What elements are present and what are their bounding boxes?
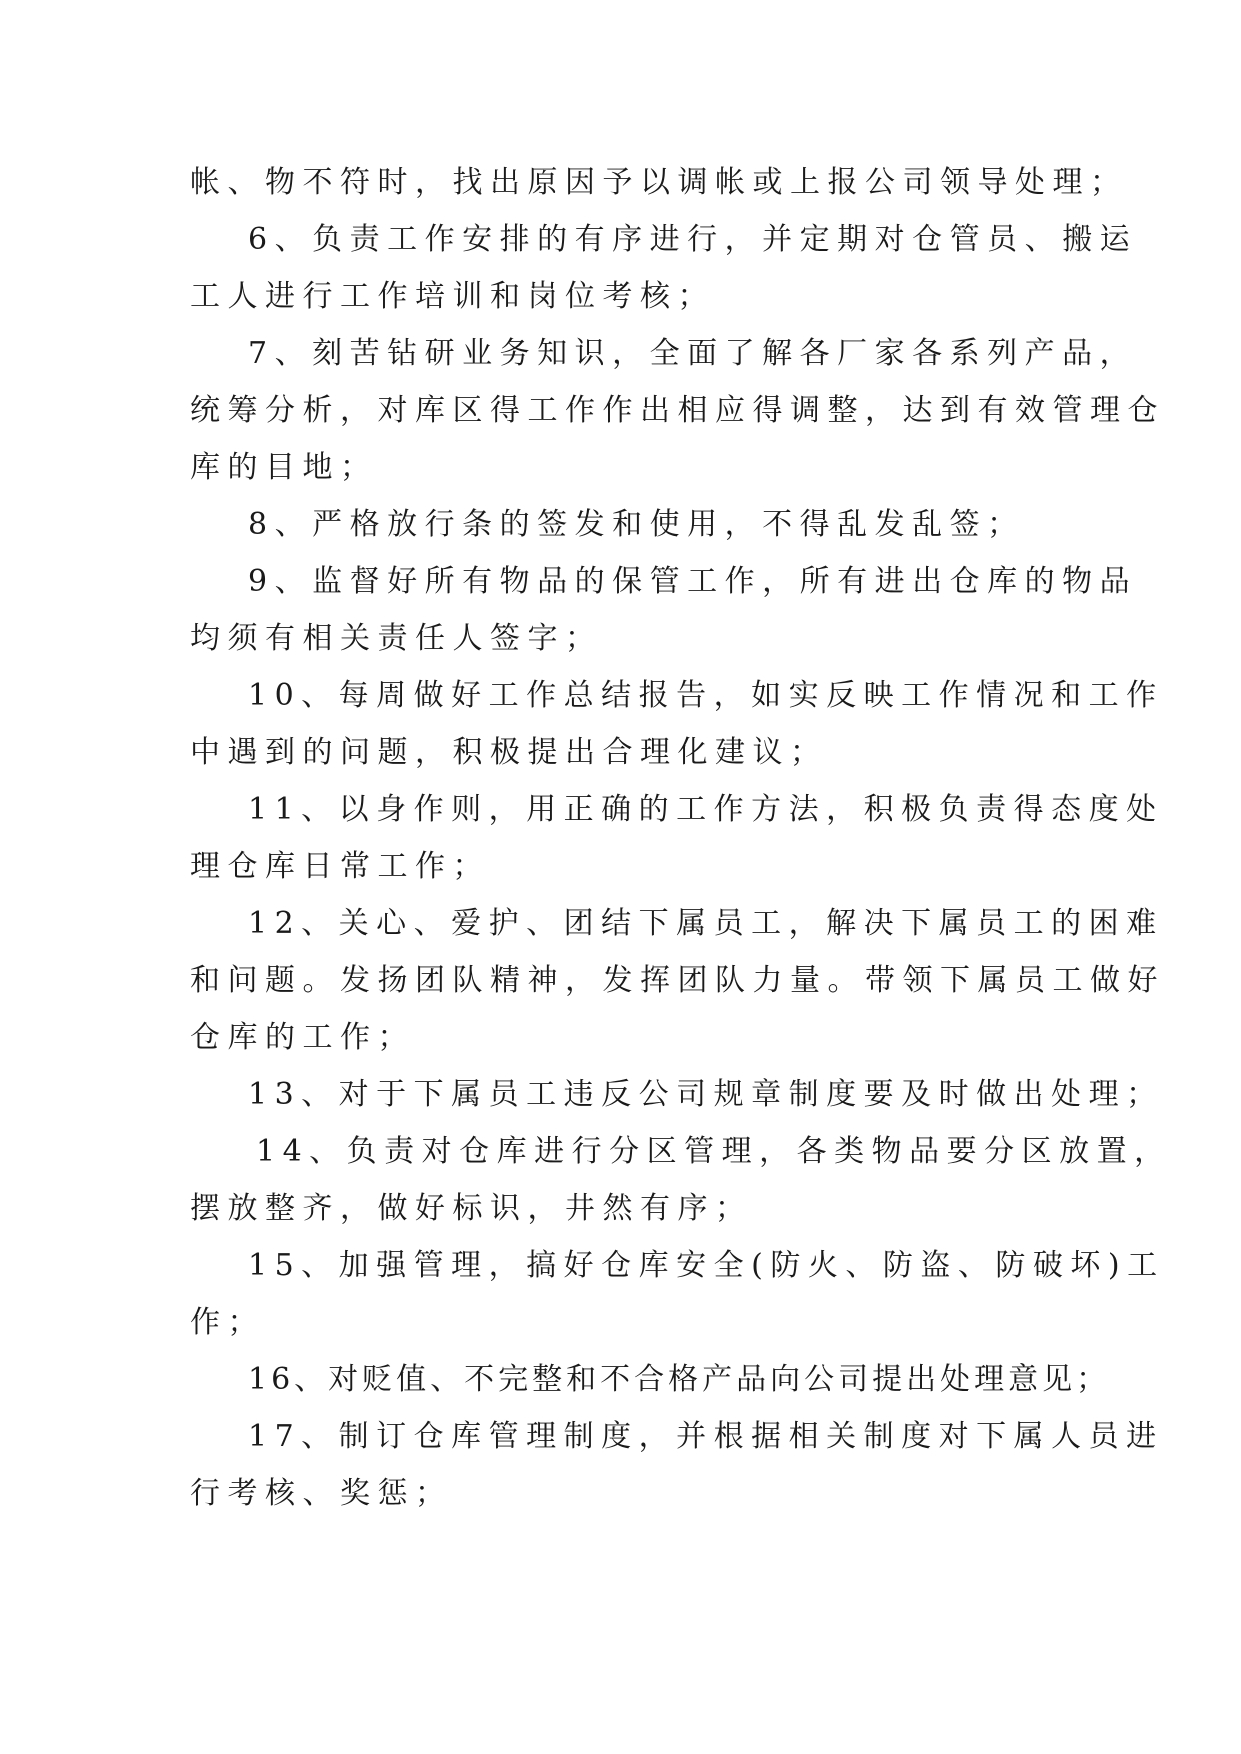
list-item-12-line-2: 和问题。发扬团队精神，发挥团队力量。带领下属员工做好 [190,963,1165,998]
list-item-17-line-1: 17、制订仓库管理制度，并根据相关制度对下属人员进 [248,1419,1164,1454]
list-item-16-line-1: 16、对贬值、不完整和不合格产品向公司提出处理意见； [248,1362,1111,1397]
list-item-14-line-2: 摆放整齐，做好标识，井然有序； [190,1191,753,1226]
list-item-11-line-1: 11、以身作则，用正确的工作方法，积极负责得态度处 [248,792,1164,827]
list-item-12-line-3: 仓库的工作； [190,1020,415,1055]
list-item-7-line-3: 库的目地； [190,450,378,485]
list-item-13-line-1: 13、对于下属员工违反公司规章制度要及时做出处理； [248,1077,1164,1112]
list-item-10-line-1: 10、每周做好工作总结报告，如实反映工作情况和工作 [248,678,1164,713]
text-line: 帐、物不符时，找出原因予以调帐或上报公司领导处理； [190,165,1128,200]
list-item-7-line-1: 7、刻苦钻研业务知识，全面了解各厂家各系列产品， [248,336,1138,371]
list-item-6-line-2: 工人进行工作培训和岗位考核； [190,279,715,314]
list-item-12-line-1: 12、关心、爱护、团结下属员工，解决下属员工的困难 [248,906,1164,941]
list-item-6-line-1: 6、负责工作安排的有序进行，并定期对仓管员、搬运 [248,222,1138,257]
list-item-7-line-2: 统筹分析，对库区得工作作出相应得调整，达到有效管理仓 [190,393,1165,428]
list-item-17-line-2: 行考核、奖惩； [190,1476,453,1511]
list-item-15-line-1: 15、加强管理，搞好仓库安全(防火、防盗、防破坏)工 [248,1248,1165,1283]
list-item-14-line-1: 14、负责对仓库进行分区管理，各类物品要分区放置， [256,1134,1172,1169]
list-item-15-line-2: 作； [190,1305,265,1340]
list-item-9-line-2: 均须有相关责任人签字； [190,621,603,656]
list-item-11-line-2: 理仓库日常工作； [190,849,490,884]
list-item-10-line-2: 中遇到的问题，积极提出合理化建议； [190,735,828,770]
list-item-8-line-1: 8、严格放行条的签发和使用，不得乱发乱签； [248,507,1025,542]
list-item-9-line-1: 9、监督好所有物品的保管工作，所有进出仓库的物品 [248,564,1138,599]
